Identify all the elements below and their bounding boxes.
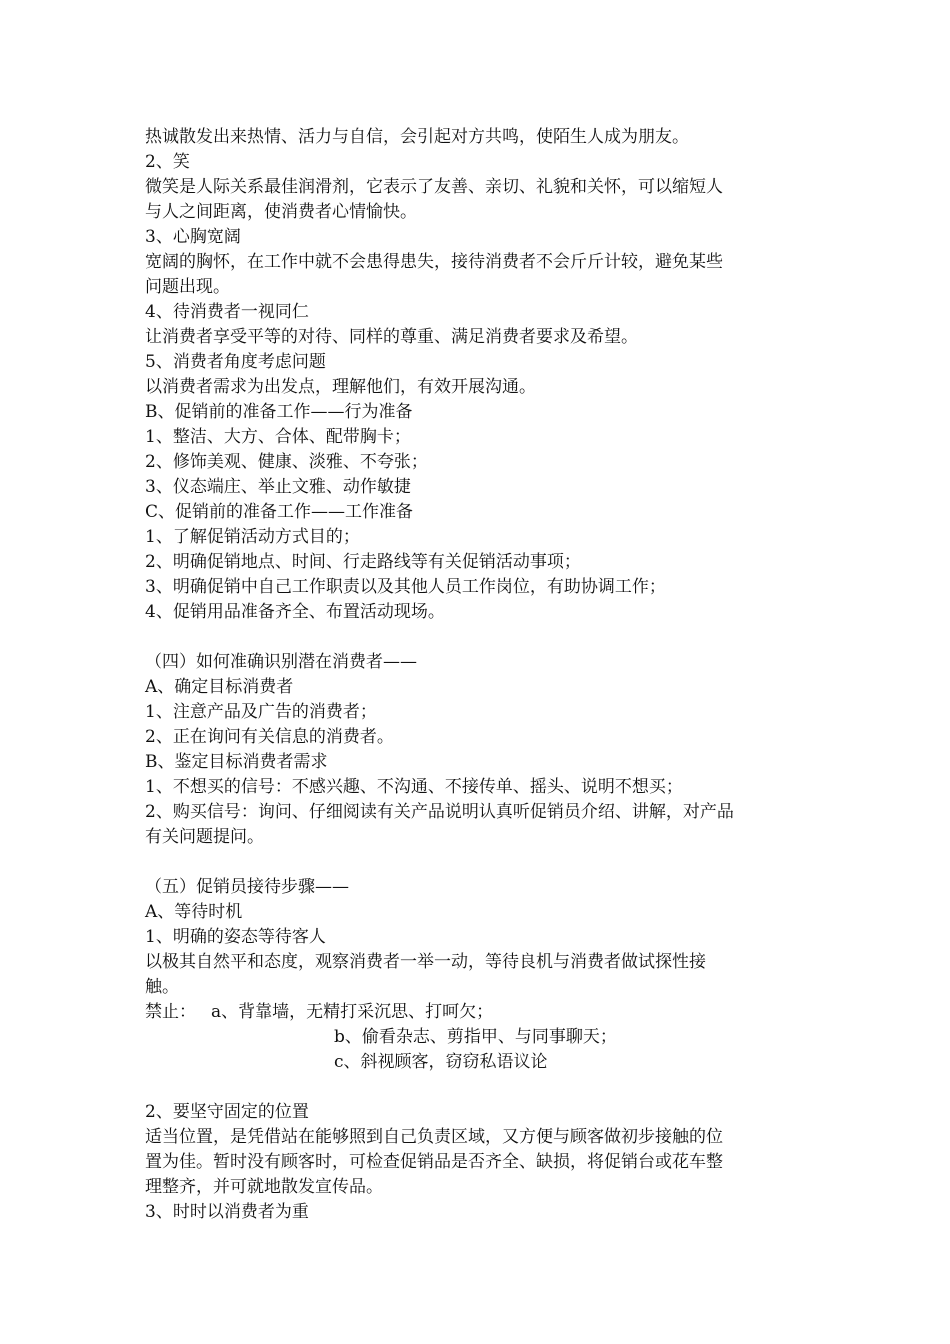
chapter-heading: （五）促销员接待步骤—— (145, 877, 349, 897)
text-line: 微笑是人际关系最佳润滑剂，它表示了友善、亲切、礼貌和关怀，可以缩短人 (145, 177, 723, 197)
text-line: 宽阔的胸怀，在工作中就不会患得患失，接待消费者不会斤斤计较，避免某些 (145, 252, 723, 272)
section-heading: B、鉴定目标消费者需求 (145, 752, 328, 772)
text-line: 以消费者需求为出发点，理解他们，有效开展沟通。 (145, 377, 536, 397)
list-item: 1、了解促销活动方式目的； (145, 527, 360, 547)
section-heading: A、等待时机 (145, 902, 243, 922)
prohibit-line (145, 1000, 493, 1024)
list-item: 3、仪态端庄、举止文雅、动作敏捷 (145, 477, 411, 497)
section-heading: B、促销前的准备工作——行为准备 (145, 402, 413, 422)
list-item: 3、明确促销中自己工作职责以及其他人员工作岗位，有助协调工作； (145, 577, 666, 597)
list-item: 1、整洁、大方、合体、配带胸卡； (145, 427, 411, 447)
text-line: 以极其自然平和态度，观察消费者一举一动，等待良机与消费者做试探性接 (145, 952, 706, 972)
list-item: 2、修饰美观、健康、淡雅、不夸张； (145, 452, 428, 472)
item-heading: 2、要坚守固定的位置 (145, 1102, 309, 1122)
list-item: 1、注意产品及广告的消费者； (145, 702, 377, 722)
text-line: 问题出现。 (145, 277, 230, 297)
list-item: 2、明确促销地点、时间、行走路线等有关促销活动事项； (145, 552, 581, 572)
item-heading: 2、笑 (145, 152, 190, 172)
section-heading: A、确定目标消费者 (145, 677, 294, 697)
prohibit-label: 禁止： (145, 1002, 196, 1022)
text-line: 置为佳。暂时没有顾客时，可检查促销品是否齐全、缺损，将促销台或花车整 (145, 1152, 723, 1172)
list-item: 2、购买信号：询问、仔细阅读有关产品说明认真听促销员介绍、讲解，对产品 (145, 802, 734, 822)
item-heading: 1、明确的姿态等待客人 (145, 927, 326, 947)
text-line: 触。 (145, 977, 179, 997)
prohibit-item: b、偷看杂志、剪指甲、与同事聊天； (334, 1027, 617, 1047)
item-heading: 3、时时以消费者为重 (145, 1202, 309, 1222)
item-heading: 3、心胸宽阔 (145, 227, 241, 247)
text-line: 理整齐，并可就地散发宣传品。 (145, 1177, 383, 1197)
text-line: 适当位置，是凭借站在能够照到自己负责区域，又方便与顾客做初步接触的位 (145, 1127, 723, 1147)
text-line: 让消费者享受平等的对待、同样的尊重、满足消费者要求及希望。 (145, 327, 638, 347)
list-item: 4、促销用品准备齐全、布置活动现场。 (145, 602, 445, 622)
text-line: 有关问题提问。 (145, 827, 264, 847)
section-heading: C、促销前的准备工作——工作准备 (145, 502, 414, 522)
list-item: 2、正在询问有关信息的消费者。 (145, 727, 394, 747)
prohibit-item: c、斜视顾客，窃窃私语议论 (334, 1052, 548, 1072)
item-heading: 4、待消费者一视同仁 (145, 302, 309, 322)
list-item: 1、不想买的信号：不感兴趣、不沟通、不接传单、摇头、说明不想买； (145, 777, 683, 797)
text-line: 与人之间距离，使消费者心情愉快。 (145, 202, 417, 222)
chapter-heading: （四）如何准确识别潜在消费者—— (145, 652, 417, 672)
text-line: 热诚散发出来热情、活力与自信，会引起对方共鸣，使陌生人成为朋友。 (145, 127, 689, 147)
prohibit-item: a、背靠墙，无精打采沉思、打呵欠； (211, 1002, 494, 1022)
item-heading: 5、消费者角度考虑问题 (145, 352, 326, 372)
